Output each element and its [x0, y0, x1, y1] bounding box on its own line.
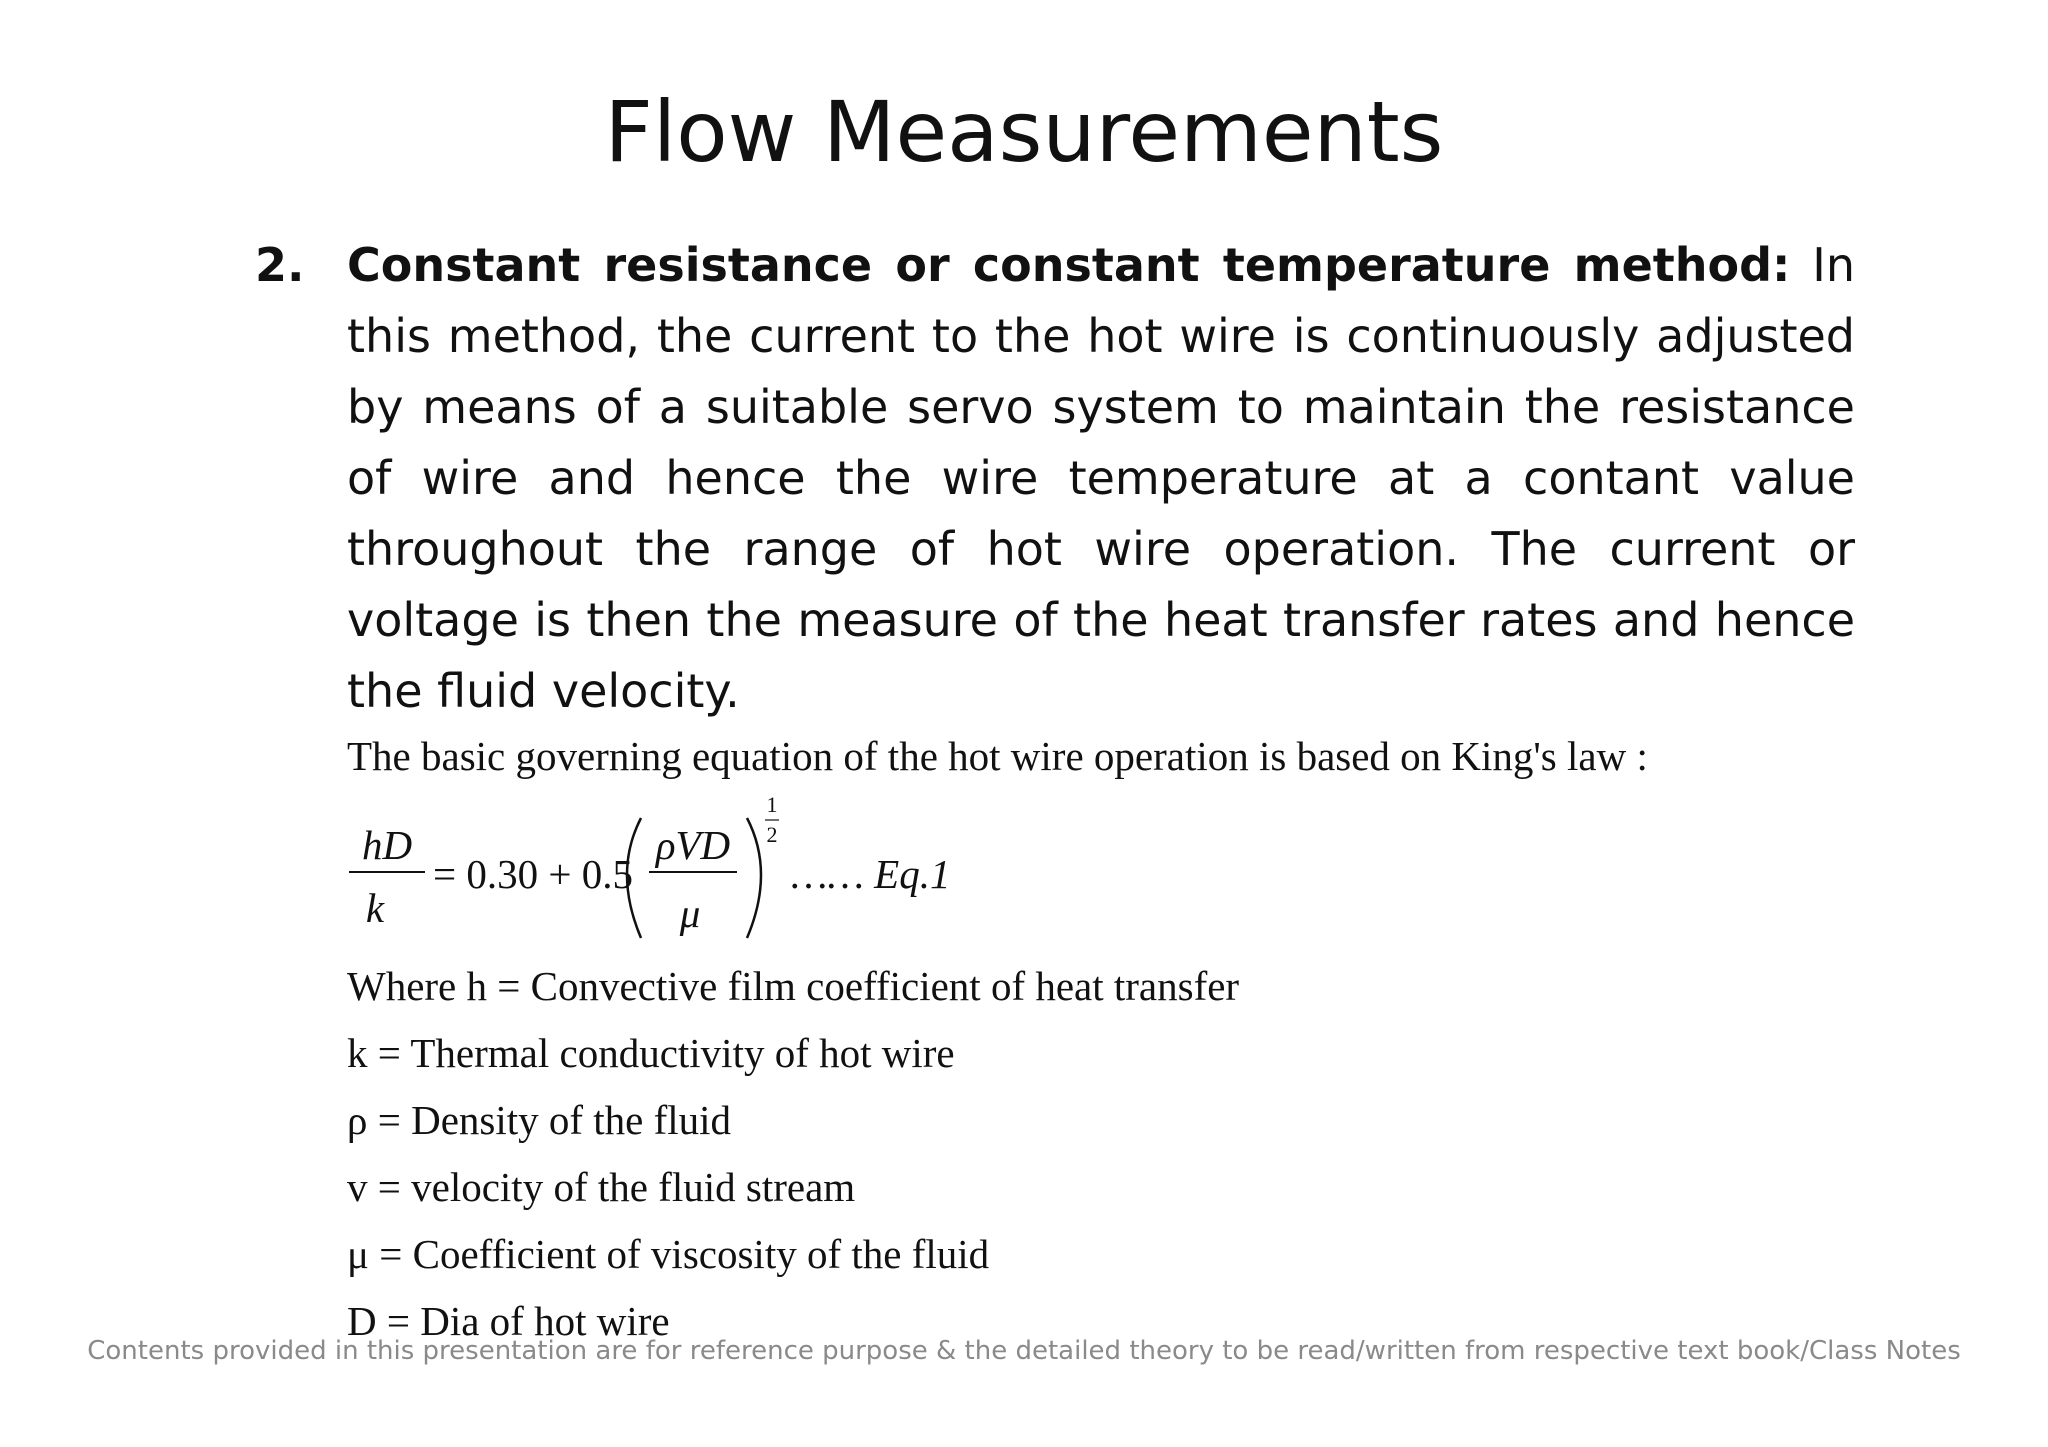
- item-heading: Constant resistance or constant temperature method:: [347, 238, 1791, 292]
- equals-terms: = 0.30 + 0.5: [433, 851, 633, 897]
- kings-law-equation: [345, 792, 1045, 952]
- definition-mu: μ = Coefficient of viscosity of the fluid: [347, 1231, 990, 1277]
- lhs-denominator: k: [365, 885, 385, 931]
- definition-rho: ρ = Density of the fluid: [347, 1097, 732, 1143]
- lhs-numerator: hD: [361, 822, 413, 868]
- item-paragraph: [347, 230, 1855, 727]
- equation-label: …… Eq.1: [791, 851, 951, 897]
- slide-title: Flow Measurements: [604, 83, 1444, 181]
- definition-d: D = Dia of hot wire: [347, 1298, 670, 1344]
- definition-v: v = velocity of the fluid stream: [347, 1164, 856, 1210]
- exponent-denominator: 2: [766, 822, 778, 847]
- definition-h: Where h = Convective film coefficient of heat transfer: [347, 963, 1240, 1009]
- inner-denominator: μ: [679, 890, 701, 936]
- item-body: In this method, the current to the hot wire is continuously adjusted by means of a suitable servo system to maintain the resistance of wire and hence the wire temperature at a contant value throughout the range of hot wire operation. The current or voltage is then the measure of the heat transfer rates and hence the fluid velocity.: [347, 238, 1855, 718]
- equation-intro: The basic governing equation of the hot wire operation is based on King's law :: [347, 733, 1648, 779]
- inner-numerator: ρVD: [655, 822, 731, 868]
- definition-k: k = Thermal conductivity of hot wire: [347, 1030, 955, 1076]
- footer-note: Contents provided in this presentation are for reference purpose & the detailed theory to be read/written from respective text book/Class Notes: [87, 1336, 1961, 1366]
- exponent-numerator: 1: [766, 792, 778, 817]
- right-paren: [747, 818, 761, 938]
- item-number: 2.: [255, 238, 305, 292]
